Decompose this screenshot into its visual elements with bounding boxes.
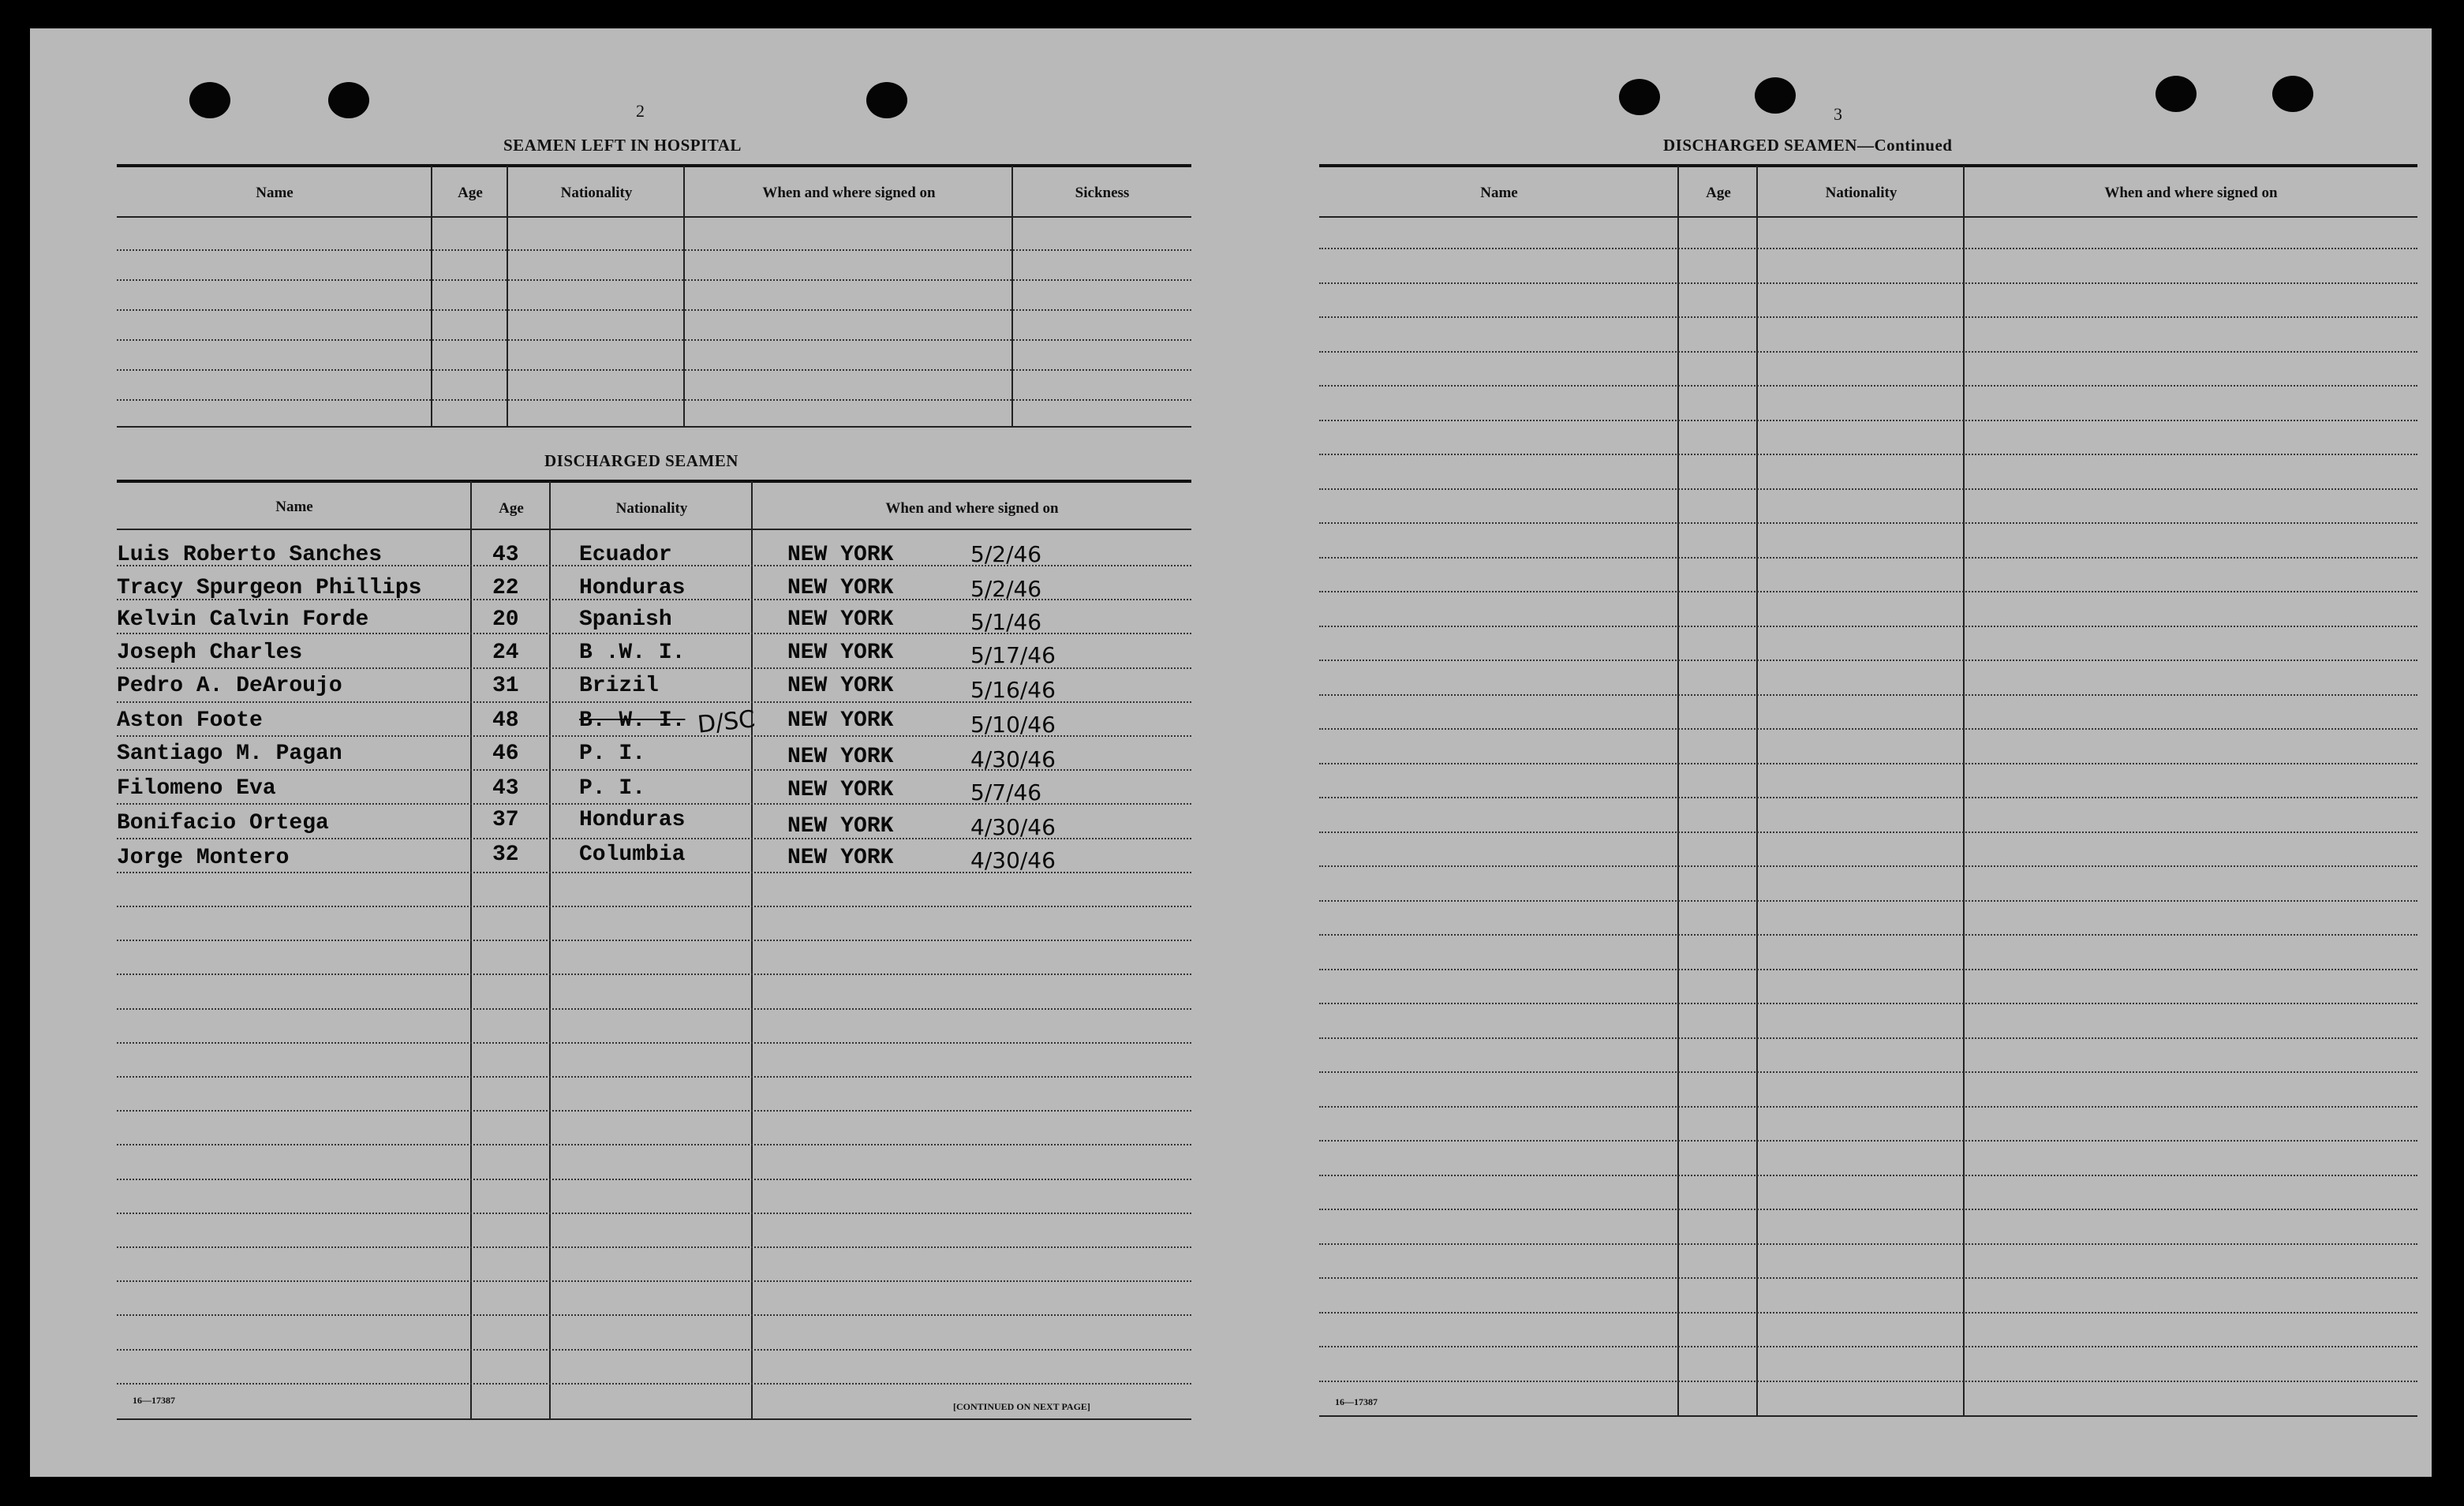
row-line [1319,591,2417,592]
punch-hole [866,82,907,118]
divider [117,480,1191,483]
hospital-col-name: Name [256,185,294,201]
row-date: 4/30/46 [970,814,1056,840]
row-nationality: P. I. [579,776,646,801]
punch-hole [1619,79,1660,115]
row-place: NEW YORK [787,778,894,802]
row-line [1319,865,2417,867]
row-name: Bonifacio Ortega [117,811,329,835]
row-line [1319,488,2417,490]
row-place: NEW YORK [787,745,894,769]
row-line [117,1008,1191,1010]
right-page [1236,28,2432,1477]
row-date: 5/2/46 [970,576,1042,602]
left-page [30,28,1236,1477]
row-line [1319,1037,2417,1039]
column-divider [751,481,753,1418]
punch-hole [189,82,230,118]
column-divider [1963,166,1965,1415]
row-line [1319,282,2417,284]
punch-hole [328,82,369,118]
row-age: 48 [492,708,519,733]
row-line [1319,385,2417,387]
row-line [117,973,1191,975]
row-nationality-struck: B. W. I. [579,708,686,733]
row-name: Filomeno Eva [117,776,276,801]
row-name: Jorge Montero [117,846,290,870]
row-line [1319,934,2417,936]
row-age: 46 [492,742,519,766]
row-line [1319,420,2417,421]
row-line [1319,969,2417,970]
punch-hole [1755,77,1796,114]
row-name: Joseph Charles [117,641,303,665]
header-rule [117,216,1191,218]
row-line [1319,557,2417,559]
row-line [117,1349,1191,1351]
row-nationality: Spanish [579,607,672,632]
row-date: 5/1/46 [970,609,1042,635]
col-age: Age [1706,185,1731,201]
row-line [1319,1346,2417,1347]
row-nationality: P. I. [579,742,646,766]
row-name: Kelvin Calvin Forde [117,607,369,632]
col-nationality: Nationality [1825,185,1898,201]
row-date: 5/10/46 [970,712,1056,738]
column-divider [1677,166,1679,1415]
row-nationality: Columbia [579,843,686,867]
row-age: 24 [492,641,519,665]
row-line [117,309,1191,311]
column-divider [683,166,685,426]
row-date: 5/16/46 [970,677,1056,703]
row-line [1319,797,2417,798]
row-line [117,1383,1191,1385]
row-date: 5/7/46 [970,779,1042,805]
row-line [1319,660,2417,661]
discharged-col-nationality: Nationality [615,500,688,517]
row-line [117,369,1191,371]
discharged-continued-title: DISCHARGED SEAMEN—Continued [1663,136,1953,155]
bottom-rule [117,426,1191,428]
bottom-rule [117,1418,1191,1420]
divider [1319,164,2417,167]
bottom-rule [1319,1415,2417,1417]
hospital-section-title: SEAMEN LEFT IN HOSPITAL [503,136,742,155]
row-age: 37 [492,808,519,832]
row-line [1319,1243,2417,1245]
row-line [1319,831,2417,833]
column-divider [1011,166,1013,426]
column-divider [470,481,472,1418]
row-line [117,1213,1191,1214]
row-line [1319,351,2417,353]
row-line [1319,1209,2417,1210]
row-place: NEW YORK [787,708,894,733]
handwritten-annotation: D/SC [696,705,757,739]
row-date: 4/30/46 [970,847,1056,873]
row-line [117,339,1191,341]
row-line [117,1144,1191,1145]
divider [117,164,1191,167]
row-line [1319,1312,2417,1314]
hospital-col-nationality: Nationality [560,185,633,201]
row-age: 43 [492,543,519,567]
row-line [117,399,1191,401]
row-line [1319,316,2417,318]
row-name: Santiago M. Pagan [117,742,342,766]
row-line [1319,1381,2417,1382]
row-place: NEW YORK [787,814,894,839]
row-date: 5/2/46 [970,541,1042,567]
header-rule [1319,216,2417,218]
col-signed-on: When and where signed on [2104,185,2278,201]
row-line [1319,626,2417,627]
row-line [117,1280,1191,1282]
row-place: NEW YORK [787,543,894,567]
row-line [117,1314,1191,1316]
row-nationality: Honduras [579,808,686,832]
row-date: 4/30/46 [970,746,1056,772]
row-line [117,1179,1191,1180]
row-place: NEW YORK [787,607,894,632]
column-divider [431,166,432,426]
row-place: NEW YORK [787,846,894,870]
row-line [117,906,1191,907]
row-place: NEW YORK [787,674,894,698]
row-age: 31 [492,674,519,698]
discharged-col-signed-on: When and where signed on [885,500,1059,517]
row-age: 22 [492,576,519,600]
col-name: Name [1480,185,1518,201]
page-number: 3 [1834,104,1842,124]
row-name: Tracy Spurgeon Phillips [117,576,422,600]
page-number: 2 [636,101,645,121]
row-age: 32 [492,843,519,867]
row-line [117,1076,1191,1078]
row-line [117,1110,1191,1112]
row-name: Aston Foote [117,708,263,733]
row-age: 43 [492,776,519,801]
row-line [1319,694,2417,696]
row-place: NEW YORK [787,576,894,600]
row-line [1319,248,2417,249]
hospital-col-signed-on: When and where signed on [762,185,936,201]
row-nationality: Ecuador [579,543,672,567]
row-line [117,279,1191,281]
punch-hole [2272,76,2313,112]
form-number: 16—17387 [133,1395,175,1406]
row-line [1319,1071,2417,1073]
header-rule [117,529,1191,530]
row-line [1319,900,2417,902]
row-nationality: Brizil [579,674,659,698]
row-nationality: Honduras [579,576,686,600]
row-line [117,940,1191,941]
hospital-col-age: Age [458,185,483,201]
form-number: 16—17387 [1335,1396,1378,1407]
row-line [1319,1277,2417,1279]
row-line [1319,1175,2417,1176]
row-line [117,249,1191,251]
punch-hole [2156,76,2197,112]
discharged-col-age: Age [499,500,524,517]
column-divider [507,166,508,426]
continued-note: [CONTINUED ON NEXT PAGE] [953,1401,1090,1412]
column-divider [1756,166,1758,1415]
row-line [1319,763,2417,764]
discharged-section-title: DISCHARGED SEAMEN [544,451,738,470]
row-nationality: B .W. I. [579,641,686,665]
row-date: 5/17/46 [970,642,1056,668]
row-name: Pedro A. DeAroujo [117,674,342,698]
row-line [1319,728,2417,730]
row-line [1319,522,2417,524]
column-divider [549,481,551,1418]
discharged-col-name: Name [275,499,313,515]
row-line [117,1246,1191,1248]
row-place: NEW YORK [787,641,894,665]
row-line [117,1042,1191,1044]
row-age: 20 [492,607,519,632]
hospital-col-sickness: Sickness [1075,185,1130,201]
row-line [1319,1003,2417,1004]
row-line [1319,1106,2417,1108]
row-name: Luis Roberto Sanches [117,543,383,567]
row-line [1319,1140,2417,1142]
row-line [1319,454,2417,455]
